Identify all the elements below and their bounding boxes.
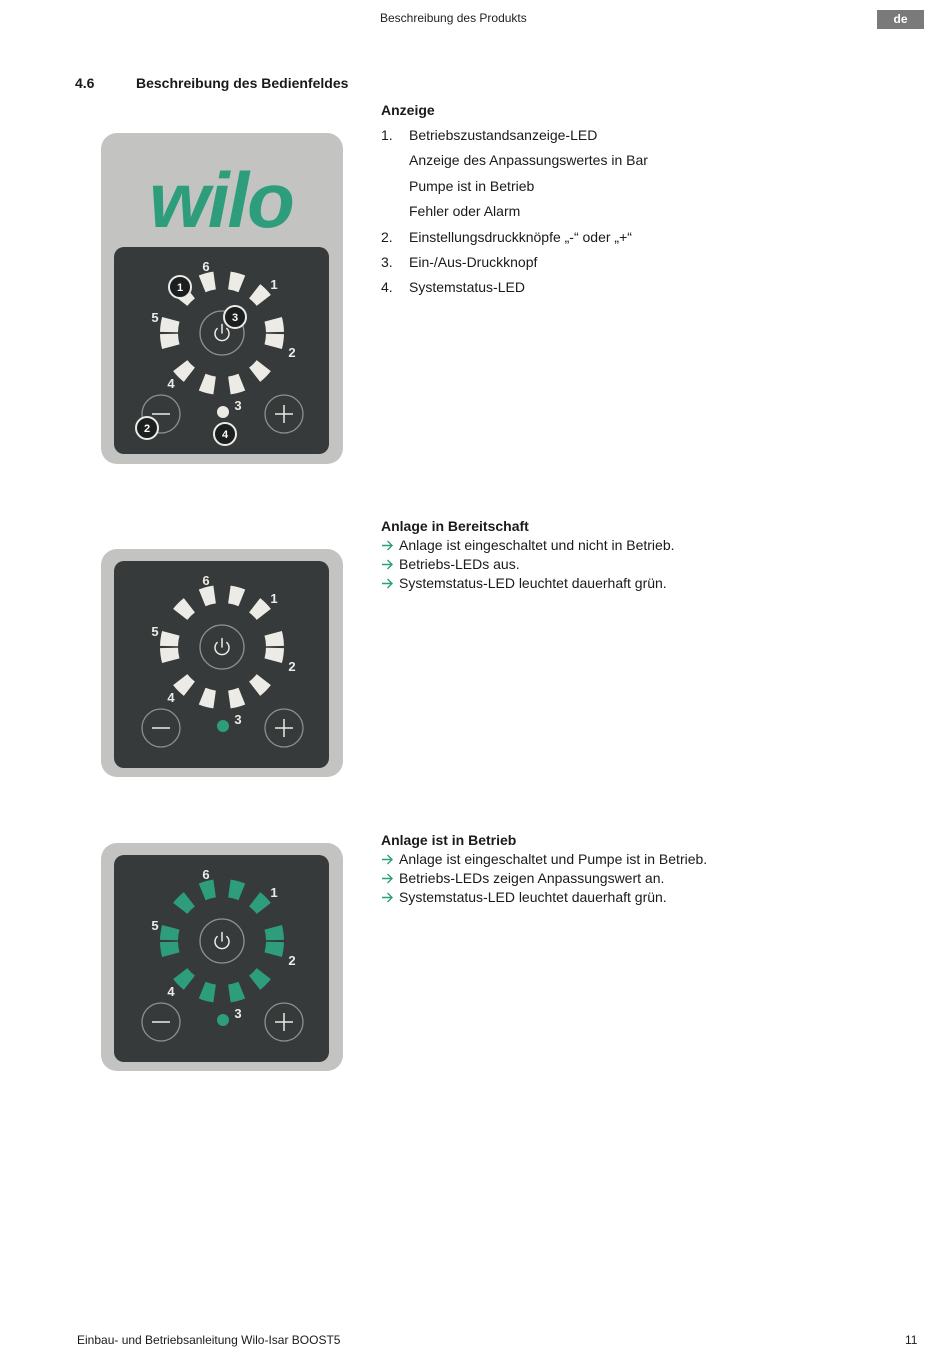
led-scale-digit: 3: [234, 398, 242, 413]
led-scale-digit: 2: [288, 659, 296, 674]
led-scale-digit: 6: [202, 867, 210, 882]
led-scale-digit: 4: [167, 984, 175, 999]
list-item: Anlage ist eingeschaltet und nicht in Betrieb.: [381, 536, 675, 555]
callout-marker: [136, 417, 158, 439]
callout-marker: [169, 276, 191, 298]
led-scale-digit: 4: [167, 376, 175, 391]
led-scale-digit: 1: [270, 885, 278, 900]
svg-text:4: 4: [221, 429, 229, 441]
led-scale-digit: 1: [270, 591, 278, 606]
legend-item: Anzeige des Anpassungswertes in Bar: [409, 152, 648, 169]
language-badge: de: [877, 10, 924, 29]
svg-text:1: 1: [176, 282, 184, 294]
list-item: Systemstatus-LED leuchtet dauerhaft grün.: [381, 574, 675, 593]
led-scale-digit: 2: [288, 953, 296, 968]
legend-item: 4. Systemstatus-LED: [381, 279, 525, 296]
legend-item: Pumpe ist in Betrieb: [409, 177, 535, 194]
standby-title: Anlage in Bereitschaft: [381, 518, 529, 534]
legend-item: 3. Ein-/Aus-Druckknopf: [381, 253, 538, 270]
led-scale-digit: 2: [288, 345, 296, 360]
control-panel-illustration: [101, 549, 343, 777]
led-scale-digit: 3: [234, 712, 242, 727]
footer-document-title: Einbau- und Betriebsanleitung Wilo-Isar BOOST5: [77, 1333, 341, 1347]
arrow-right-icon: [381, 558, 394, 571]
callout-marker: [224, 306, 246, 328]
list-item: Betriebs-LEDs aus.: [381, 555, 675, 574]
display-legend: [381, 102, 648, 303]
section-number: 4.6: [75, 75, 95, 91]
list-item: Betriebs-LEDs zeigen Anpassungswert an.: [381, 869, 707, 888]
callout-marker: [214, 423, 236, 445]
led-scale-digit: 6: [202, 259, 210, 274]
arrow-right-icon: [381, 872, 394, 885]
system-status-led: [217, 406, 229, 418]
section-title: Beschreibung des Bedienfeldes: [136, 75, 349, 91]
page-header-title: Beschreibung des Produkts: [380, 11, 527, 25]
led-scale-digit: 5: [151, 310, 159, 325]
led-scale-digit: 6: [202, 573, 210, 588]
arrow-right-icon: [381, 891, 394, 904]
display-title: Anzeige: [381, 102, 435, 118]
control-panel-running: [101, 843, 343, 1076]
standby-description: [381, 518, 675, 593]
control-panel-overview: [101, 133, 343, 469]
wilo-logo: wilo: [149, 156, 293, 244]
control-panel-standby: [101, 549, 343, 782]
page-number: 11: [905, 1333, 918, 1347]
system-status-led: [217, 720, 229, 732]
led-scale-digit: 5: [151, 624, 159, 639]
led-scale-digit: 5: [151, 918, 159, 933]
led-scale-digit: 1: [270, 277, 278, 292]
list-item: Anlage ist eingeschaltet und Pumpe ist in Betrieb.: [381, 850, 707, 869]
led-scale-digit: 4: [167, 690, 175, 705]
led-scale-digit: 3: [234, 1006, 242, 1021]
svg-text:2: 2: [143, 423, 151, 435]
system-status-led: [217, 1014, 229, 1026]
arrow-right-icon: [381, 539, 394, 552]
arrow-right-icon: [381, 853, 394, 866]
svg-text:3: 3: [231, 312, 239, 324]
list-item: Systemstatus-LED leuchtet dauerhaft grün.: [381, 888, 707, 907]
running-description: [381, 832, 707, 907]
arrow-right-icon: [381, 577, 394, 590]
legend-item: 1. Betriebszustandsanzeige-LED: [381, 127, 598, 143]
control-panel-illustration: [101, 843, 343, 1071]
control-panel-illustration: [101, 133, 343, 464]
running-title: Anlage ist in Betrieb: [381, 832, 517, 848]
legend-item: Fehler oder Alarm: [409, 203, 521, 220]
legend-item: 2. Einstellungsdruckknöpfe „-“ oder „+“: [381, 228, 632, 245]
